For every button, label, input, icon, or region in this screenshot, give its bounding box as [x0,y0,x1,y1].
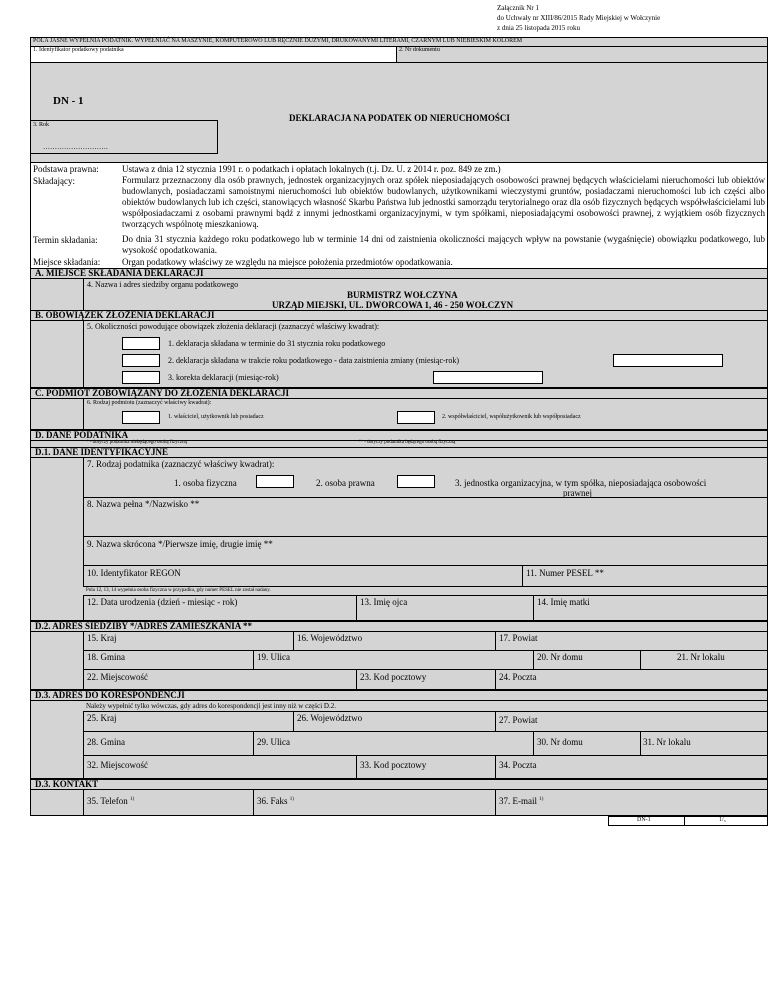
year-dots: ………………………. [43,143,108,151]
correspondence-note: Należy wypełnić tylko wówczas, gdy adres do korespondencji jest inny niż w części D.2. [86,702,336,710]
f35-label [87,796,134,806]
f27-label: 27. Powiat [499,715,538,725]
f34-label: 34. Poczta [499,760,537,770]
f28-label: 28. Gmina [87,737,125,747]
regon-field[interactable] [83,565,523,587]
f18-label: 18. Gmina [87,652,125,662]
field10-label: 10. Identyfikator REGON [87,568,181,578]
attachment-line-3: z dnia 25 listopada 2015 roku [497,24,581,32]
filers-text: Formularz przeznaczony dla osób prawnych, jednostek organizacyjnych oraz spółek nieposiadających osobowości prawnej będących właścicielami nieruchomości lub obiektów budowlanych, posiadaczami samoistnymi nieruchomości lub obiektów budowlanych, użytkownikami wieczystymi gruntów, posiadaczami nieruchomości lub ich części albo obiektów budowlanych lub ich części, stanowiących własność Skarbu Państwa lub jednostki samorządu terytorialnego oraz dla osób fizycznych będących współwłaścicielami lub współposiadaczami z osobami prawnymi bądź z innymi jednostkami organizacyjnymi, w tym spółkami, nieposiadającymi osobowości prawnej, z wyjątkiem osób fizycznych tworzących wspólnotę mieszkaniową. [122,175,765,229]
basis-text: Ustawa z dnia 12 stycznia 1991 r. o podatkach i opłatach lokalnych (t.j. Dz. U. z 2014 r. poz. 849 ze zm.) [122,164,501,174]
f36-text: 36. Faks [257,796,288,806]
mother-name-field[interactable] [533,595,768,621]
f31-label: 31. Nr lokalu [643,737,691,747]
form-title: DEKLARACJA NA PODATEK OD NIERUCHOMOŚCI [289,113,510,123]
f22-label: 22. Miejscowość [87,672,148,682]
option1-checkbox[interactable] [122,337,160,350]
note-legal-person: * - dotyczy podatnika niebędącego osobą fizyczną [86,440,187,445]
f36-sup: 1) [289,797,294,802]
form-code: DN - 1 [53,95,84,107]
basis-label: Podstawa prawna: [33,164,99,174]
commune-field[interactable] [83,650,254,670]
deadline-text: Do dnia 31 stycznia każdego roku podatkowego lub w terminie 14 dni od zaistnienia okoliczności mających wpływ na powstanie (wygaśnięcie) obowiązku podatkowego, lub wysokość opodatkowania. [122,234,765,255]
section-d-header: D. DANE PODATNIKA [30,430,768,441]
f20-label: 20. Nr domu [537,652,583,662]
field5-label: 5. Okoliczności powodujące obowiązek złożenia deklaracji (zaznaczyć właściwy kwadrat): [87,322,380,331]
field9-label: 9. Nazwa skrócona */Pierwsze imię, drugie imię ** [87,539,273,549]
f21-label: 21. Nr lokalu [677,652,725,662]
corr-country-field[interactable] [83,711,294,732]
co-owner-label: 2. współwłaściciel, współużytkownik lub współposiadacz [442,414,581,420]
f19-label: 19. Ulica [257,652,290,662]
f26-label: 26. Województwo [297,713,363,723]
type1-checkbox[interactable] [256,475,294,488]
corr-street-field[interactable] [253,731,534,756]
type3-label-2: prawnej [563,488,592,498]
phone-field[interactable] [83,789,254,816]
voivodeship-field[interactable] [293,631,496,651]
document-number-field [396,46,768,63]
house-number-field[interactable] [533,650,641,670]
change-date-input[interactable] [613,354,723,367]
county-field[interactable] [495,631,768,651]
f15-label: 15. Kraj [87,633,117,643]
option3-checkbox[interactable] [122,371,160,384]
f36-label [257,796,294,806]
f23-label: 23. Kod pocztowy [360,672,427,682]
attachment-line-1: Załącznik Nr 1 [497,4,539,12]
f24-label: 24. Poczta [499,672,537,682]
fax-field[interactable] [253,789,496,816]
field14-label: 14. Imię matki [537,597,590,607]
corr-county-field[interactable] [495,711,768,732]
f17-label: 17. Powiat [499,633,538,643]
short-name-field[interactable] [83,536,768,566]
owner-checkbox[interactable] [122,411,160,424]
email-field[interactable] [495,789,768,816]
place-text: Organ podatkowy właściwy ze względu na miejsce położenia przedmiotów opodatkowania. [122,257,453,267]
father-name-field[interactable] [356,595,534,621]
deadline-label: Termin składania: [33,235,98,245]
taxpayer-id-field[interactable] [30,46,397,63]
f33-label: 33. Kod pocztowy [360,760,427,770]
document-number-label: 2. Nr dokumentu [399,47,440,53]
apartment-number-field[interactable] [640,650,768,670]
field12-label: 12. Data urodzenia (dzień - miesiąc - rok) [87,597,238,607]
f37-sup: 1) [539,797,544,802]
filers-label: Składający: [33,176,75,186]
country-field[interactable] [83,631,294,651]
field11-label: 11. Numer PESEL ** [526,568,604,578]
corr-house-number-field[interactable] [533,731,641,756]
owner-label: 1. właściciel, użytkownik lub posiadacz [168,414,264,420]
type1-label: 1. osoba fizyczna [174,478,237,488]
field7-label: 7. Rodzaj podatnika (zaznaczyć właściwy kwadrat): [87,459,275,469]
f30-label: 30. Nr domu [537,737,583,747]
f35-sup: 1) [129,797,135,802]
option3-label: 3. korekta deklaracji (miesiąc-rok) [168,373,279,382]
f29-label: 29. Ulica [257,737,290,747]
f37-label [499,796,543,806]
footer-page: 1/₃ [719,817,726,823]
section-d2-header: D.2. ADRES SIEDZIBY */ADRES ZAMIESZKANIA ** [30,621,768,632]
office-line-2: URZĄD MIEJSKI, UL. DWORCOWA 1, 46 - 250 WOŁCZYN [272,300,514,310]
field8-label: 8. Nazwa pełna */Nazwisko ** [87,499,200,509]
office-line-1: BURMISTRZ WOŁCZYNA [347,290,458,300]
f35-text: 35. Telefon [87,796,128,806]
postal-code-field[interactable] [356,669,496,690]
f16-label: 16. Województwo [297,633,363,643]
f32-label: 32. Miejscowość [87,760,148,770]
field13-label: 13. Imię ojca [360,597,408,607]
corr-postal-code-field[interactable] [356,755,496,779]
section-contact-header: D.3. KONTAKT [30,779,768,790]
year-label: 3. Rok [33,122,50,128]
option2-label: 2. deklaracja składana w trakcie roku podatkowego - data zaistnienia zmiany (miesiąc-rok) [168,356,459,365]
corr-locality-field[interactable] [83,755,357,779]
taxpayer-id-label: 1. Identyfikator podatkowy podatnika [33,47,124,53]
corr-apartment-number-field[interactable] [640,731,768,756]
street-field[interactable] [253,650,534,670]
section-d3-header: D.3. ADRES DO KORESPONDENCJI [30,690,768,701]
f25-label: 25. Kraj [87,713,117,723]
section-d1-header: D.1. DANE IDENTYFIKACYJNE [30,447,768,458]
footer-divider [684,817,685,825]
type2-checkbox[interactable] [397,475,435,488]
field4-label: 4. Nazwa i adres siedziby organu podatkowego [87,280,239,289]
year-field[interactable] [30,120,218,154]
correction-date-input[interactable] [433,371,543,384]
attachment-line-2: do Uchwały nr XIII/86/2015 Rady Miejskiej w Wołczynie [497,14,661,22]
type2-label: 2. osoba prawna [316,478,375,488]
footer-box [608,816,768,826]
instruction-text: POLA JASNE WYPEŁNIA PODATNIK. WYPEŁNIAĆ NA MASZYNIE, KOMPUTEROWO LUB RĘCZNIE DUŻYMI, DRUKOWANYMI LITERAMI, CZARNYM LUB NIEBIESKIM KOLOREM [33,38,523,44]
corr-post-office-field[interactable] [495,755,768,779]
footer-code: DN-1 [637,817,651,823]
section-b-header: B. OBOWIĄZEK ZŁOŻENIA DEKLARACJI [30,310,768,321]
section-c-header: C. PODMIOT ZOBOWIĄZANY DO ZŁOŻENIA DEKLARACJI [30,388,768,399]
field6-label: 6. Rodzaj podmiotu (zaznaczyć właściwy kwadrat): [87,400,212,406]
section-a-header: A. MIEJSCE SKŁADANIA DEKLARACJI [30,268,768,279]
locality-field[interactable] [83,669,357,690]
corr-commune-field[interactable] [83,731,254,756]
pesel-note: Pola 12, 13, 14 wypełnia osoba fizyczna w przypadku, gdy numer PESEL nie został nadany. [86,588,271,593]
option1-label: 1. deklaracja składana w terminie do 31 stycznia roku podatkowego [168,339,386,348]
full-name-field[interactable] [83,497,768,537]
corr-voivodeship-field[interactable] [293,711,496,732]
pesel-field[interactable] [522,565,768,587]
note-natural-person: ** - dotyczy podatnika będącego osobą fizyczną [358,440,456,445]
option2-checkbox[interactable] [122,354,160,367]
f37-text: 37. E-mail [499,796,537,806]
birth-date-field[interactable] [83,595,357,621]
place-label: Miejsce składania: [33,257,101,267]
co-owner-checkbox[interactable] [397,411,435,424]
tax-office-field [83,278,768,311]
type3-label-1: 3. jednostka organizacyjna, w tym spółka, nieposiadająca osobowości [455,478,707,488]
post-office-field[interactable] [495,669,768,690]
